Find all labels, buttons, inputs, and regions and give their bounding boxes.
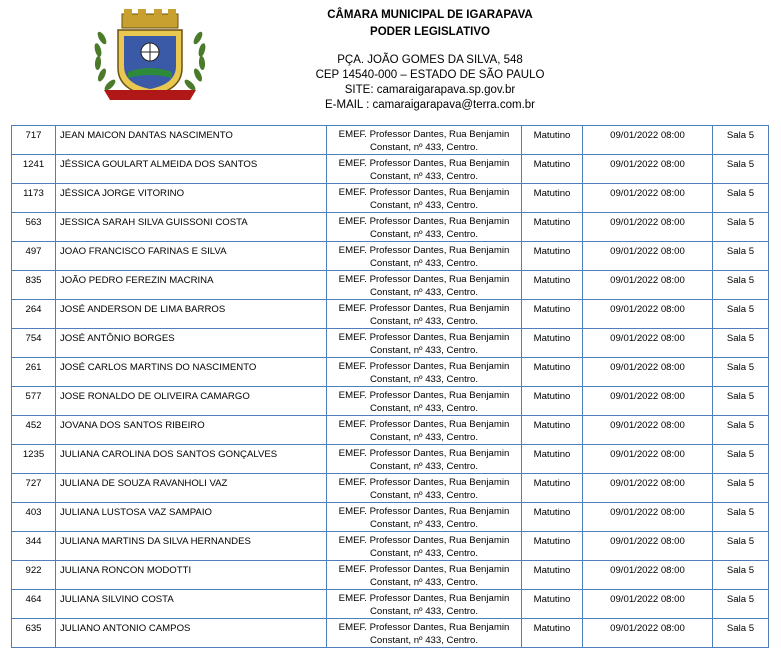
location-line-1: EMEF. Professor Dantes, Rua Benjamin	[338, 158, 510, 169]
candidate-id: 403	[12, 503, 56, 532]
exam-shift: Matutino	[522, 271, 583, 300]
letterhead-text	[230, 7, 630, 113]
exam-room: Sala 5	[713, 561, 769, 590]
cep-line: CEP 14540-000 – ESTADO DE SÃO PAULO	[315, 69, 545, 81]
candidate-id: 264	[12, 300, 56, 329]
location-line-1: EMEF. Professor Dantes, Rua Benjamin	[338, 332, 510, 343]
site-line: SITE: camaraigarapava.sp.gov.br	[344, 84, 516, 96]
exam-shift: Matutino	[522, 474, 583, 503]
table-row	[12, 416, 769, 445]
location-line-2: Constant, nº 433, Centro.	[369, 432, 479, 443]
location-line-2: Constant, nº 433, Centro.	[369, 171, 479, 182]
exam-datetime: 09/01/2022 08:00	[583, 561, 713, 590]
exam-shift: Matutino	[522, 358, 583, 387]
exam-location	[327, 445, 522, 474]
location-line-2: Constant, nº 433, Centro.	[369, 142, 479, 153]
location-line-1: EMEF. Professor Dantes, Rua Benjamin	[338, 448, 510, 459]
candidate-id: 1235	[12, 445, 56, 474]
exam-shift: Matutino	[522, 561, 583, 590]
exam-location	[327, 590, 522, 619]
candidate-id: 452	[12, 416, 56, 445]
exam-shift: Matutino	[522, 532, 583, 561]
location-line-1: EMEF. Professor Dantes, Rua Benjamin	[338, 564, 510, 575]
candidate-name: JÉSSICA GOULART ALMEIDA DOS SANTOS	[56, 155, 327, 184]
location-line-2: Constant, nº 433, Centro.	[369, 229, 479, 240]
exam-room: Sala 5	[713, 155, 769, 184]
exam-shift: Matutino	[522, 619, 583, 648]
exam-location	[327, 184, 522, 213]
candidate-name: JOSÉ CARLOS MARTINS DO NASCIMENTO	[56, 358, 327, 387]
exam-shift: Matutino	[522, 387, 583, 416]
department-name: PODER LEGISLATIVO	[370, 26, 490, 38]
location-line-2: Constant, nº 433, Centro.	[369, 258, 479, 269]
candidate-id: 563	[12, 213, 56, 242]
exam-datetime: 09/01/2022 08:00	[583, 532, 713, 561]
exam-location	[327, 242, 522, 271]
exam-room: Sala 5	[713, 213, 769, 242]
exam-location	[327, 503, 522, 532]
table-row	[12, 619, 769, 648]
table-row	[12, 387, 769, 416]
location-line-2: Constant, nº 433, Centro.	[369, 200, 479, 211]
candidate-name: JOSÉ ANDERSON DE LIMA BARROS	[56, 300, 327, 329]
table-row	[12, 126, 769, 155]
exam-datetime: 09/01/2022 08:00	[583, 590, 713, 619]
exam-location	[327, 474, 522, 503]
exam-location	[327, 561, 522, 590]
location-line-1: EMEF. Professor Dantes, Rua Benjamin	[338, 535, 510, 546]
candidate-id: 1173	[12, 184, 56, 213]
location-line-2: Constant, nº 433, Centro.	[369, 345, 479, 356]
table-row	[12, 503, 769, 532]
candidate-name: JULIANO ANTONIO CAMPOS	[56, 619, 327, 648]
exam-shift: Matutino	[522, 416, 583, 445]
candidate-id: 464	[12, 590, 56, 619]
exam-room: Sala 5	[713, 358, 769, 387]
location-line-1: EMEF. Professor Dantes, Rua Benjamin	[338, 274, 510, 285]
exam-shift: Matutino	[522, 445, 583, 474]
exam-room: Sala 5	[713, 387, 769, 416]
location-line-1: EMEF. Professor Dantes, Rua Benjamin	[338, 245, 510, 256]
table-row	[12, 590, 769, 619]
exam-datetime: 09/01/2022 08:00	[583, 184, 713, 213]
table-row	[12, 561, 769, 590]
table-row	[12, 358, 769, 387]
email-line: E-MAIL : camaraigarapava@terra.com.br	[324, 99, 535, 111]
candidate-id: 754	[12, 329, 56, 358]
location-line-1: EMEF. Professor Dantes, Rua Benjamin	[338, 129, 510, 140]
exam-room: Sala 5	[713, 242, 769, 271]
candidate-name: JULIANA LUSTOSA VAZ SAMPAIO	[56, 503, 327, 532]
exam-shift: Matutino	[522, 590, 583, 619]
candidate-name: JOVANA DOS SANTOS RIBEIRO	[56, 416, 327, 445]
address-line: PÇA. JOÃO GOMES DA SILVA, 548	[337, 54, 523, 66]
location-line-2: Constant, nº 433, Centro.	[369, 635, 479, 646]
exam-room: Sala 5	[713, 300, 769, 329]
candidate-name: JULIANA SILVINO COSTA	[56, 590, 327, 619]
exam-shift: Matutino	[522, 329, 583, 358]
location-line-2: Constant, nº 433, Centro.	[369, 548, 479, 559]
candidate-name: JEAN MAICON DANTAS NASCIMENTO	[56, 126, 327, 155]
exam-room: Sala 5	[713, 271, 769, 300]
table-row	[12, 445, 769, 474]
candidate-id: 261	[12, 358, 56, 387]
exam-shift: Matutino	[522, 300, 583, 329]
exam-location	[327, 329, 522, 358]
exam-datetime: 09/01/2022 08:00	[583, 213, 713, 242]
candidate-id: 1241	[12, 155, 56, 184]
location-line-2: Constant, nº 433, Centro.	[369, 606, 479, 617]
exam-location	[327, 532, 522, 561]
exam-room: Sala 5	[713, 416, 769, 445]
location-line-2: Constant, nº 433, Centro.	[369, 374, 479, 385]
candidate-id: 497	[12, 242, 56, 271]
candidate-name: JÉSSICA JORGE VITORINO	[56, 184, 327, 213]
roster-table	[11, 125, 769, 648]
roster-body	[12, 126, 769, 648]
candidate-name: JULIANA CAROLINA DOS SANTOS GONÇALVES	[56, 445, 327, 474]
exam-shift: Matutino	[522, 242, 583, 271]
table-row	[12, 242, 769, 271]
exam-datetime: 09/01/2022 08:00	[583, 300, 713, 329]
candidate-id: 717	[12, 126, 56, 155]
exam-room: Sala 5	[713, 503, 769, 532]
table-row	[12, 213, 769, 242]
exam-room: Sala 5	[713, 590, 769, 619]
exam-datetime: 09/01/2022 08:00	[583, 387, 713, 416]
location-line-1: EMEF. Professor Dantes, Rua Benjamin	[338, 622, 510, 633]
exam-location	[327, 126, 522, 155]
table-row	[12, 329, 769, 358]
coat-of-arms-logo	[88, 8, 212, 102]
location-line-2: Constant, nº 433, Centro.	[369, 490, 479, 501]
exam-shift: Matutino	[522, 184, 583, 213]
exam-location	[327, 213, 522, 242]
location-line-1: EMEF. Professor Dantes, Rua Benjamin	[338, 506, 510, 517]
exam-location	[327, 619, 522, 648]
exam-room: Sala 5	[713, 532, 769, 561]
exam-datetime: 09/01/2022 08:00	[583, 503, 713, 532]
exam-datetime: 09/01/2022 08:00	[583, 242, 713, 271]
location-line-2: Constant, nº 433, Centro.	[369, 519, 479, 530]
candidate-name: JULIANA RONCON MODOTTI	[56, 561, 327, 590]
candidate-name: JULIANA MARTINS DA SILVA HERNANDES	[56, 532, 327, 561]
candidate-name: JOSÉ ANTÔNIO BORGES	[56, 329, 327, 358]
exam-datetime: 09/01/2022 08:00	[583, 329, 713, 358]
table-row	[12, 271, 769, 300]
candidate-name: JOSE RONALDO DE OLIVEIRA CAMARGO	[56, 387, 327, 416]
table-row	[12, 184, 769, 213]
exam-datetime: 09/01/2022 08:00	[583, 126, 713, 155]
candidate-name: JOAO FRANCISCO FARINAS E SILVA	[56, 242, 327, 271]
candidate-id: 344	[12, 532, 56, 561]
exam-room: Sala 5	[713, 329, 769, 358]
exam-location	[327, 358, 522, 387]
exam-datetime: 09/01/2022 08:00	[583, 155, 713, 184]
exam-datetime: 09/01/2022 08:00	[583, 445, 713, 474]
institution-name: CÂMARA MUNICIPAL DE IGARAPAVA	[327, 9, 533, 21]
exam-datetime: 09/01/2022 08:00	[583, 619, 713, 648]
location-line-1: EMEF. Professor Dantes, Rua Benjamin	[338, 216, 510, 227]
exam-datetime: 09/01/2022 08:00	[583, 271, 713, 300]
exam-room: Sala 5	[713, 619, 769, 648]
candidate-id: 577	[12, 387, 56, 416]
candidate-id: 635	[12, 619, 56, 648]
location-line-2: Constant, nº 433, Centro.	[369, 461, 479, 472]
exam-location	[327, 300, 522, 329]
table-row	[12, 474, 769, 503]
exam-room: Sala 5	[713, 445, 769, 474]
location-line-2: Constant, nº 433, Centro.	[369, 403, 479, 414]
exam-datetime: 09/01/2022 08:00	[583, 358, 713, 387]
candidate-id: 835	[12, 271, 56, 300]
location-line-1: EMEF. Professor Dantes, Rua Benjamin	[338, 593, 510, 604]
exam-shift: Matutino	[522, 213, 583, 242]
location-line-2: Constant, nº 433, Centro.	[369, 577, 479, 588]
location-line-1: EMEF. Professor Dantes, Rua Benjamin	[338, 187, 510, 198]
exam-shift: Matutino	[522, 126, 583, 155]
exam-location	[327, 271, 522, 300]
table-row	[12, 300, 769, 329]
exam-location	[327, 416, 522, 445]
page-header	[0, 0, 781, 124]
exam-datetime: 09/01/2022 08:00	[583, 474, 713, 503]
exam-room: Sala 5	[713, 184, 769, 213]
location-line-2: Constant, nº 433, Centro.	[369, 287, 479, 298]
table-row	[12, 532, 769, 561]
location-line-1: EMEF. Professor Dantes, Rua Benjamin	[338, 390, 510, 401]
location-line-1: EMEF. Professor Dantes, Rua Benjamin	[338, 303, 510, 314]
exam-room: Sala 5	[713, 126, 769, 155]
location-line-1: EMEF. Professor Dantes, Rua Benjamin	[338, 477, 510, 488]
exam-location	[327, 387, 522, 416]
candidate-id: 727	[12, 474, 56, 503]
location-line-2: Constant, nº 433, Centro.	[369, 316, 479, 327]
candidate-name: JOÃO PEDRO FEREZIN MACRINA	[56, 271, 327, 300]
candidate-name: JULIANA DE SOUZA RAVANHOLI VAZ	[56, 474, 327, 503]
table-row	[12, 155, 769, 184]
exam-datetime: 09/01/2022 08:00	[583, 416, 713, 445]
exam-shift: Matutino	[522, 503, 583, 532]
exam-room: Sala 5	[713, 474, 769, 503]
candidate-name: JESSICA SARAH SILVA GUISSONI COSTA	[56, 213, 327, 242]
candidate-id: 922	[12, 561, 56, 590]
location-line-1: EMEF. Professor Dantes, Rua Benjamin	[338, 419, 510, 430]
location-line-1: EMEF. Professor Dantes, Rua Benjamin	[338, 361, 510, 372]
exam-location	[327, 155, 522, 184]
exam-shift: Matutino	[522, 155, 583, 184]
